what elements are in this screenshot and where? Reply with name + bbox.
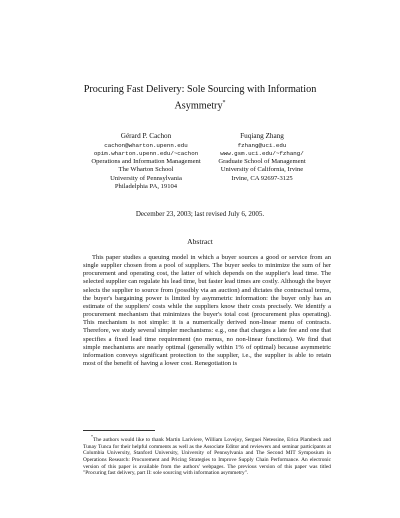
author-email: cachon@wharton.upenn.edu [104, 141, 188, 149]
paper-title [60, 84, 340, 112]
paper-date: December 23, 2003; last revised July 6, 2005. [135, 210, 265, 218]
footnote-text: The authors would like to thank Martin Lariviere, William Lovejoy, Serguei Netessine, Erica Plambeck and Tunay Tunca for their helpful comments as well as the Associate Editor and reviewers and seminar participants at Columbia University, Stanford University, University of Pennsylvania and The Second MIT Symposium in Operations Research: Procurement and Pricing Strategies to Improve Supply Chain Performance. An electronic version of this paper is available from the authors' webpages. The previous version of this paper was titled "Procuring fast delivery, part II: sole sourcing with information asymmetry". [83, 436, 331, 477]
author-email: fzhang@uci.edu [237, 141, 287, 149]
author-address: Philadelphia PA, 19104 [114, 182, 178, 190]
author-block-zhang [203, 132, 321, 183]
author-name: Gérard P. Cachon [120, 132, 172, 140]
footnote-marker: * [91, 434, 93, 439]
footnote-divider [83, 430, 155, 431]
footnote [83, 434, 331, 477]
author-department: Graduate School of Management [218, 158, 306, 166]
author-university: University of Pennsylvania [110, 174, 182, 182]
author-address: Irvine, CA 92697-3125 [231, 174, 293, 182]
abstract-heading: Abstract [187, 237, 213, 246]
title-text: Procuring Fast Delivery: Sole Sourcing with Information Asymmetry [83, 84, 317, 111]
author-webpage: www.gsm.uci.edu/~fzhang/ [220, 149, 304, 157]
author-school: The Wharton School [118, 166, 174, 174]
author-department: Operations and Information Management [91, 158, 201, 166]
author-name: Fuqiang Zhang [240, 132, 284, 140]
author-university: University of California, Irvine [220, 166, 304, 174]
author-block-cachon [86, 132, 206, 191]
author-webpage: opim.wharton.upenn.edu/~cachon [93, 149, 199, 157]
abstract-text: This paper studies a queuing model in which a buyer sources a good or service from an single supplier chosen from a pool of suppliers. The buyer seeks to minimize the sum of her procurement and operating cost, the latter of which depends on the supplier's lead time. The selected supplier can regulate his lead time, but faster lead times are costly. Although the buyer selects the supplier to source from (possibly via an auction) and dictates the contractual terms, the buyer's bargaining power is limited by asymmetric information: the buyer only has an estimate of the suppliers' costs while the suppliers know their costs precisely. We identify a procurement mechanism that minimizes the buyer's total cost (procurement plus operating). This mechanism is not simple: it is a numerically derived non-linear menu of contracts. Therefore, we study several simpler mechanisms: e.g., one that charges a late fee and one that specifies a fixed lead time requirement (no menus, no non-linear functions). We find that simple mechanisms are nearly optimal (generally within 1% of optimal) because asymmetric information conveys significant protection to the supplier, i.e., the supplier is able to retain most of the benefit of having a lower cost. Renegotiation is [83, 254, 331, 368]
title-footnote-marker: * [222, 99, 226, 106]
